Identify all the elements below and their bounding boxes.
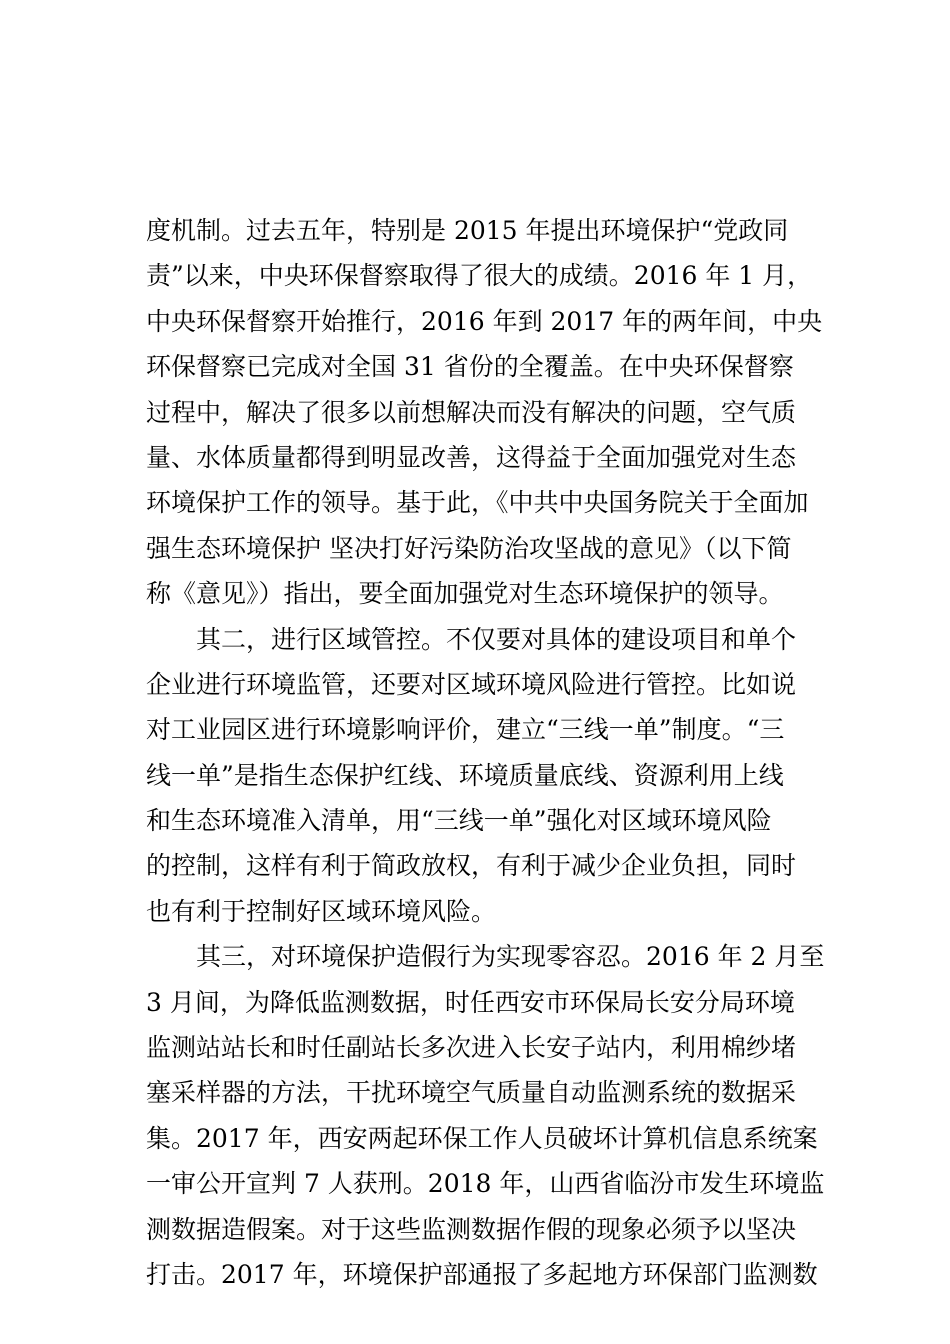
text-line: 环保督察已完成对全国 31 省份的全覆盖。在中央环保督察 xyxy=(146,352,794,382)
text-line: 度机制。过去五年，特别是 2015 年提出环境保护“党政同 xyxy=(146,216,789,245)
text-line: 打击。2017 年，环境保护部通报了多起地方环保部门监测数 xyxy=(146,1259,818,1289)
paragraph-start-line: 其二，进行区域管控。不仅要对具体的建设项目和单个 xyxy=(196,624,797,654)
text-line: 过程中，解决了很多以前想解决而没有解决的问题，空气质 xyxy=(146,397,797,427)
text-line: 强生态环境保护 坚决打好污染防治攻坚战的意见》（以下简 xyxy=(146,533,792,563)
text-line: 3 月间，为降低监测数据，时任西安市环保局长安分局环境 xyxy=(146,987,795,1017)
text-line: 企业进行环境监管，还要对区域环境风险进行管控。比如说 xyxy=(146,669,797,699)
text-line: 量、水体质量都得到明显改善，这得益于全面加强党对生态 xyxy=(146,442,797,472)
text-line: 中央环保督察开始推行，2016 年到 2017 年的两年间，中央 xyxy=(146,306,823,336)
text-line: 和生态环境准入清单，用“三线一单”强化对区域环境风险 xyxy=(146,806,772,836)
text-line: 也有利于控制好区域环境风险。 xyxy=(146,896,497,926)
text-line: 测数据造假案。对于这些监测数据作假的现象必须予以坚决 xyxy=(146,1214,797,1244)
text-line: 责”以来，中央环保督察取得了很大的成绩。2016 年 1 月， xyxy=(146,261,813,291)
text-line: 的控制，这样有利于简政放权，有利于减少企业负担，同时 xyxy=(146,851,797,881)
document-body xyxy=(146,208,836,1297)
text-line: 环境保护工作的领导。基于此，《中共中央国务院关于全面加 xyxy=(146,488,809,518)
paragraph-start-line: 其三，对环境保护造假行为实现零容忍。2016 年 2 月至 xyxy=(196,942,825,972)
text-line: 线一单”是指生态保护红线、环境质量底线、资源利用上线 xyxy=(146,760,784,790)
text-line: 称《意见》）指出，要全面加强党对生态环境保护的领导。 xyxy=(146,579,784,609)
text-line: 一审公开宣判 7 人获刑。2018 年，山西省临汾市发生环境监 xyxy=(146,1169,825,1199)
text-line: 对工业园区进行环境影响评价，建立“三线一单”制度。“三 xyxy=(146,715,785,745)
text-line: 塞采样器的方法，干扰环境空气质量自动监测系统的数据采 xyxy=(146,1078,797,1108)
text-line: 集。2017 年，西安两起环保工作人员破坏计算机信息系统案 xyxy=(146,1123,818,1153)
text-line: 监测站站长和时任副站长多次进入长安子站内，利用棉纱堵 xyxy=(146,1033,797,1063)
